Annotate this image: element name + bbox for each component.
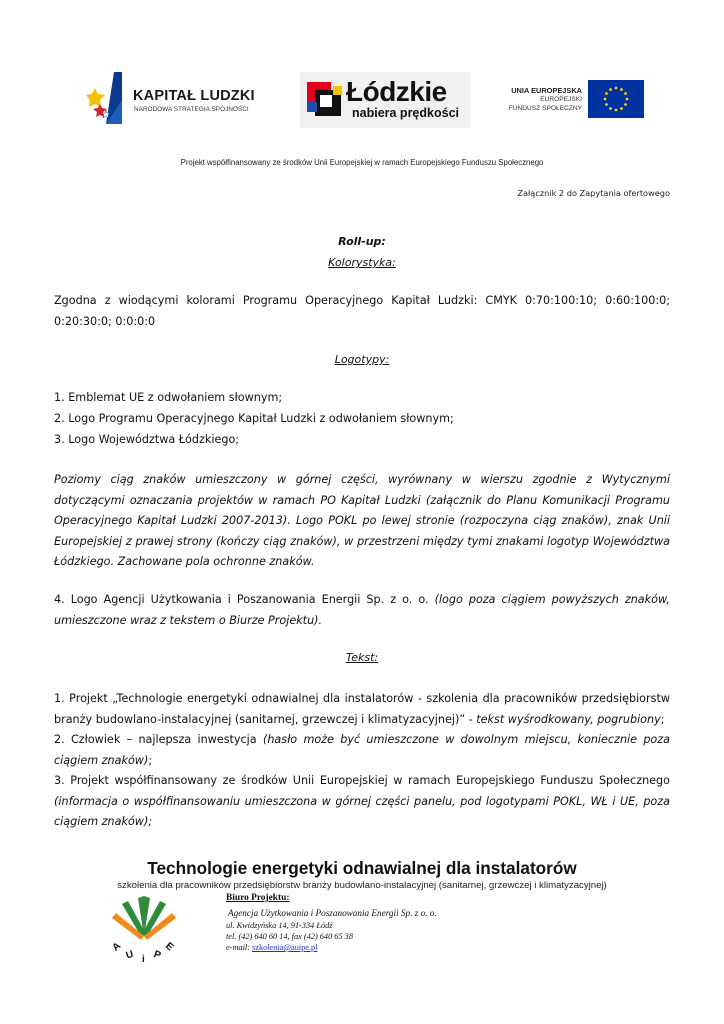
office-heading: Biuro Projektu: bbox=[226, 893, 290, 903]
kapital-ludzki-logo bbox=[86, 70, 266, 126]
office-email-line bbox=[226, 943, 318, 952]
text-item-tail: ; bbox=[148, 753, 153, 767]
text-heading: Tekst: bbox=[345, 651, 379, 664]
colors-heading: Kolorystyka: bbox=[328, 256, 396, 269]
eu-star-icon bbox=[626, 98, 629, 101]
eu-star-icon bbox=[604, 98, 607, 101]
text-item-main: 3. Projekt współfinansowany ze środków Unii Europejskiej w ramach Europejskiego Funduszu Społecznego bbox=[54, 774, 670, 787]
footer-subtitle: szkolenia dla pracowników przedsiębiorstw branży budowlano-instalacyjnej (sanitarnej, grzewczej i klimatyzacyjnej) bbox=[117, 880, 607, 891]
text-item-note: tekst wyśrodkowany, pogrubiony bbox=[476, 712, 661, 726]
logos-list-item: 2. Logo Programu Operacyjnego Kapitał Ludzki z odwołaniem słownym; bbox=[54, 412, 454, 425]
ue-efs-logo bbox=[500, 78, 646, 120]
eu-flag-icon bbox=[588, 80, 644, 118]
text-item-note: (informacja o współfinansowaniu umieszczona w górnej części panelu, pod logotypami POKL, WŁ i UE, poza ciągiem znaków); bbox=[54, 794, 670, 828]
document-title: Roll-up: bbox=[338, 235, 386, 248]
logo4-note: (logo poza ciągiem powyższych znaków, umieszczone wraz z tekstem o Biurze Projektu). bbox=[54, 593, 670, 627]
office-address: ul. Kwidzyńska 14, 91-334 Łódź bbox=[226, 921, 333, 930]
eu-star-icon bbox=[609, 88, 612, 91]
eu-star-icon bbox=[605, 103, 608, 106]
eu-star-icon bbox=[609, 107, 612, 110]
footer-title: Technologie energetyki odnawialnej dla instalatorów bbox=[147, 858, 577, 878]
eu-star-icon bbox=[615, 109, 618, 112]
eu-star-icon bbox=[620, 88, 623, 91]
ue-fund-line1: EUROPEJSKI bbox=[540, 96, 582, 103]
colors-text: Zgodna z wiodącymi kolorami Programu Operacyjnego Kapitał Ludzki: CMYK 0:70:100:10; 0:60:100:0; 0:20:30:0; 0:0:0:0 bbox=[54, 294, 670, 328]
logos-note bbox=[54, 470, 670, 573]
auipe-letter: U bbox=[124, 948, 135, 962]
auipe-letter: E bbox=[163, 940, 176, 954]
kapital-ludzki-emblem-icon bbox=[86, 70, 132, 126]
auipe-letter: P bbox=[152, 949, 163, 962]
lodzkie-title: Łódzkie bbox=[346, 76, 447, 107]
logo4-paragraph bbox=[54, 590, 670, 631]
lodzkie-logo bbox=[300, 72, 470, 128]
eu-star-icon bbox=[624, 92, 627, 95]
lodzkie-emblem-icon bbox=[305, 80, 345, 120]
ue-title: UNIA EUROPEJSKA bbox=[511, 86, 582, 95]
office-phone: tel. (42) 640 60 14, fax (42) 640 65 38 bbox=[226, 932, 353, 941]
ue-fund-line2: FUNDUSZ SPOŁECZNY bbox=[508, 105, 582, 112]
annex-label: Załącznik 2 do Zapytania ofertowego bbox=[517, 188, 670, 198]
auipe-letter: i bbox=[142, 954, 145, 964]
text-item-tail: ; bbox=[660, 712, 665, 726]
eu-star-icon bbox=[615, 87, 618, 90]
logo4-text: 4. Logo Agencji Użytkowania i Poszanowania Energii Sp. z o. o. bbox=[54, 593, 429, 606]
logos-list-item: 1. Emblemat UE z odwołaniem słownym; bbox=[54, 391, 283, 404]
kapital-ludzki-subtitle: NARODOWA STRATEGIA SPÓJNOŚCI bbox=[134, 106, 249, 113]
kapital-ludzki-title: KAPITAŁ LUDZKI bbox=[133, 88, 255, 104]
auipe-logo-icon bbox=[108, 892, 180, 964]
text-item bbox=[54, 771, 670, 833]
text-item-note: (hasło może być umieszczone w dowolnym miejscu, koniecznie poza ciągiem znaków) bbox=[54, 733, 670, 767]
eu-star-icon bbox=[624, 103, 627, 106]
lodzkie-subtitle: nabiera prędkości bbox=[352, 106, 459, 120]
text-item-main: 1. Projekt „Technologie energetyki odnawialnej dla instalatorów - szkolenia dla pracowników przedsiębiorstw branży budowlano-instalacyjnej (sanitarnej, grzewczej i klimatyzacyjnej)” - bbox=[54, 692, 670, 726]
cofinancing-note: Projekt współfinansowany ze środków Unii Europejskiej w ramach Europejskiego Funduszu Społecznego bbox=[180, 158, 544, 167]
text-item bbox=[54, 730, 670, 771]
logos-list-item: 3. Logo Województwa Łódzkiego; bbox=[54, 433, 240, 446]
logos-note-text: Poziomy ciąg znaków umieszczony w górnej części, wyrównany w wierszu zgodnie z Wytycznymi dotyczącymi oznaczania projektów w ramach PO Kapitał Ludzki (załącznik do Planu Komunikacji Programu Operacyjnego Kapitał Ludzki 2007-2013). Logo POKL po lewej stronie (rozpoczyna ciąg znaków), znak Unii Europejskiej z prawej strony (kończy ciąg znaków), w przestrzeni między tymi znakami logotyp Województwa Łódzkiego. Zachowane pola ochronne znaków. bbox=[54, 473, 670, 568]
eu-star-icon bbox=[620, 107, 623, 110]
office-email-link[interactable]: szkolenia@auipe.pl bbox=[252, 943, 318, 952]
auipe-letter: A bbox=[110, 940, 124, 954]
text-item bbox=[54, 689, 670, 730]
office-name: Agencja Użytkowania i Poszanowania Energii Sp. z o. o. bbox=[228, 908, 437, 918]
logos-heading: Logotypy: bbox=[334, 353, 390, 366]
text-item-main: 2. Człowiek – najlepsza inwestycja bbox=[54, 733, 257, 746]
eu-star-icon bbox=[605, 92, 608, 95]
office-email-label: e-mail: bbox=[226, 943, 250, 952]
